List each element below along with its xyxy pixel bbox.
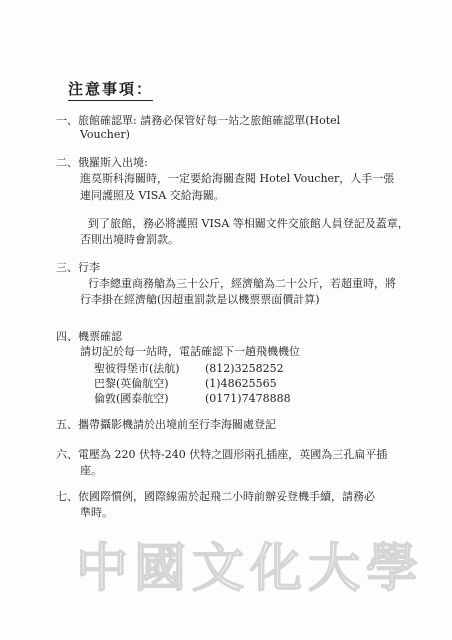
notice-heading: 注意事項： — [68, 78, 153, 101]
airline-phone: (1)48625565 — [205, 377, 277, 390]
section2-p2-line2: 否則出境時會罰款。 — [80, 233, 179, 246]
university-watermark: 中國文化大學 — [76, 538, 425, 599]
section3-title: 三、行李 — [56, 261, 100, 274]
airline-phone: (812)3258252 — [205, 362, 284, 375]
section4-title: 四、機票確認 — [56, 330, 122, 343]
airline-city: 巴黎(英倫航空) — [94, 377, 169, 390]
airline-city: 倫敦(國泰航空) — [94, 392, 169, 405]
section7-line1: 七、依國際慣例，國際線需於起飛二小時前辦妥登機手續，請務必 — [56, 490, 375, 503]
section6-line1: 六、電壓為 220 伏特-240 伏特之圓形兩孔插座，英國為三孔扁平插 — [56, 448, 388, 461]
section2-p1-line1: 進莫斯科海關時，一定要給海關查閱 Hotel Voucher，人手一張 — [80, 172, 395, 185]
section7-line2: 準時。 — [80, 506, 113, 519]
airline-city: 聖彼得堡市(法航) — [94, 362, 180, 375]
section1-line2: Voucher) — [80, 128, 130, 141]
section2-p2-line1: 到了旅館，務必將護照 VISA 等相關文件交旅館人員登記及蓋章， — [88, 217, 409, 230]
section6-line2: 座。 — [80, 464, 102, 477]
airline-phone: (0171)7478888 — [205, 392, 291, 405]
section4-intro: 請切記於每一站時，電話確認下一趟飛機機位 — [80, 345, 300, 358]
section2-p1-line2: 連同護照及 VISA 交給海關。 — [80, 189, 225, 202]
section5-line1: 五、攜帶攝影機請於出境前至行李海關處登記 — [56, 418, 276, 431]
section2-title: 二、俄羅斯入出境: — [56, 156, 148, 169]
section3-line1: 行李總重商務艙為三十公斤，經濟艙為二十公斤，若超重時，將 — [88, 277, 396, 290]
section3-line2: 行李掛在經濟艙(因超重罰款是以機票票面價計算) — [80, 293, 320, 306]
section1-line1: 一、旅館確認單: 請務必保管好每一站之旅館確認單(Hotel — [56, 114, 341, 127]
